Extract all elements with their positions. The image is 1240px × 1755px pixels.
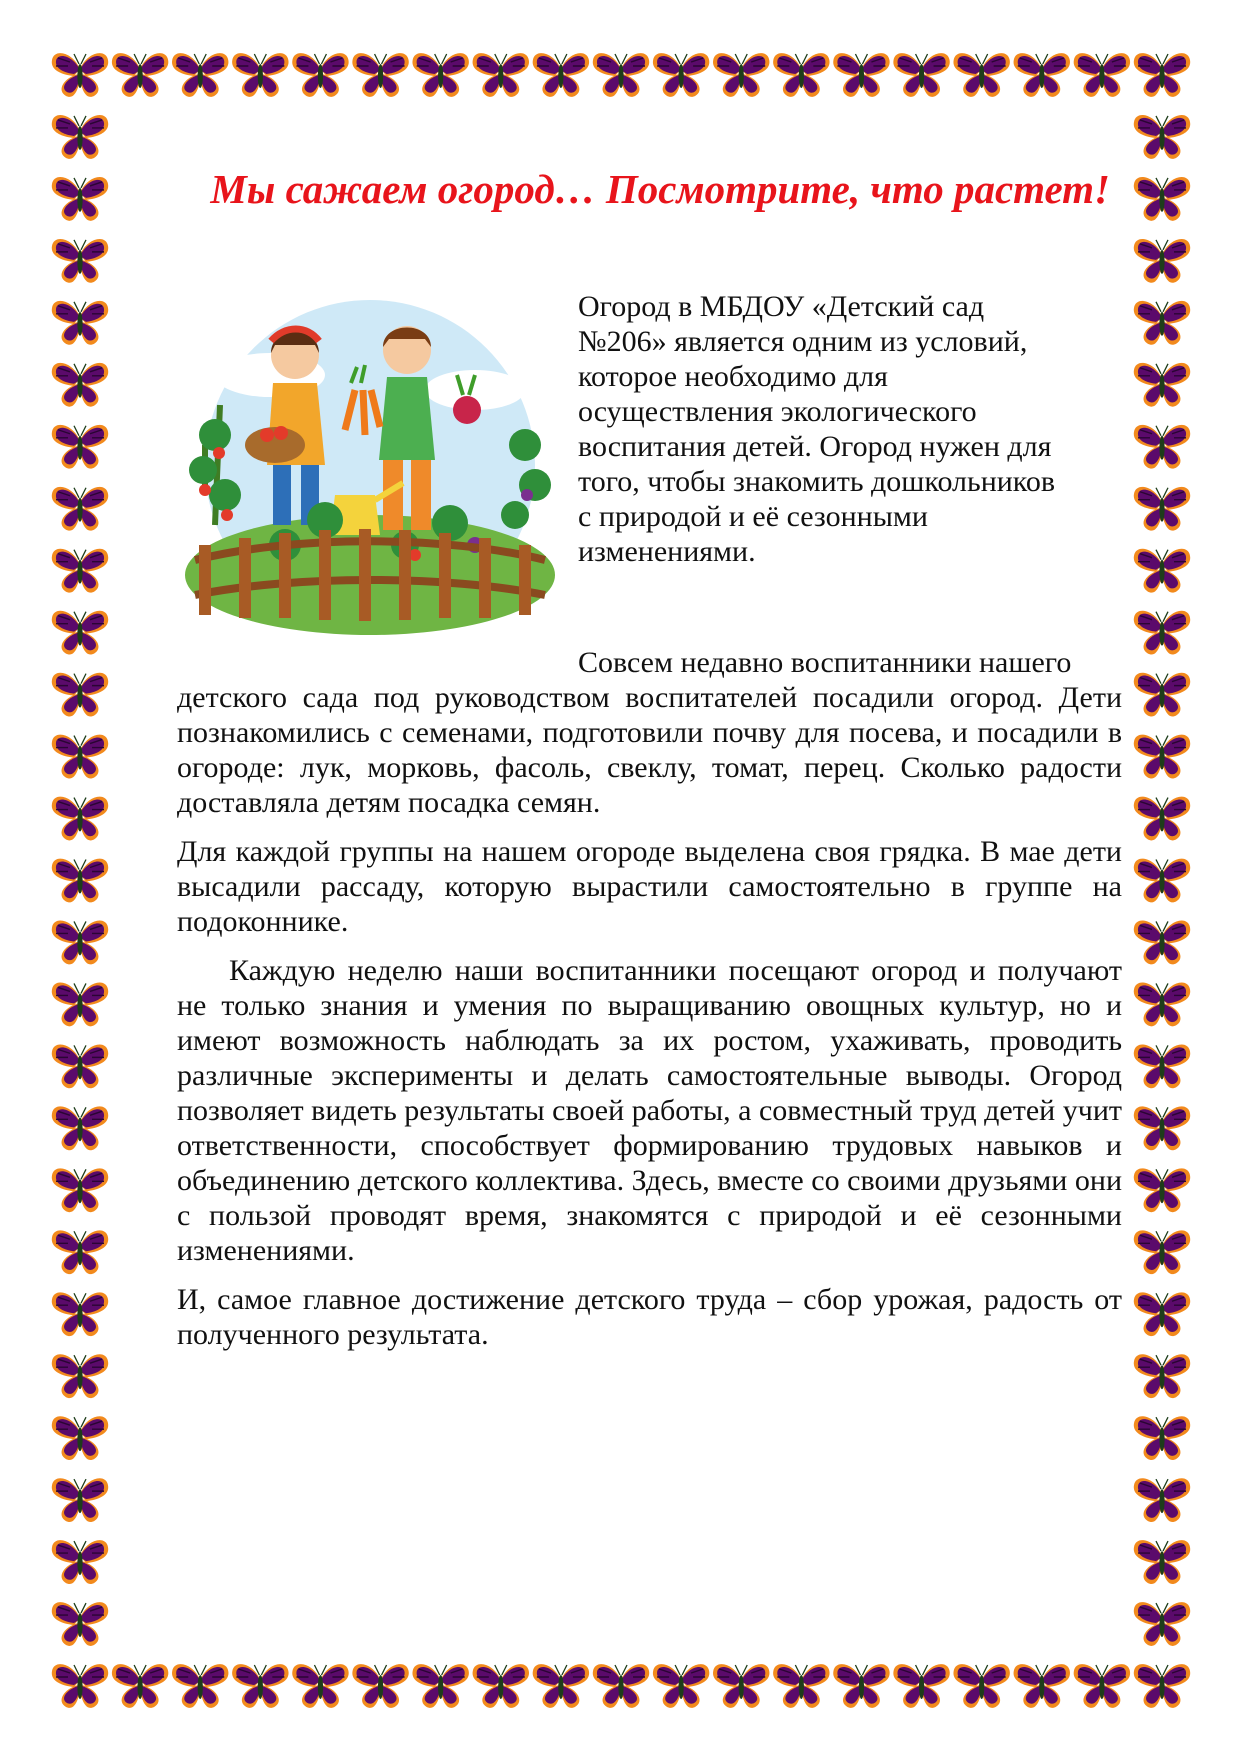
butterfly-icon bbox=[352, 1664, 408, 1708]
butterfly-icon bbox=[52, 1478, 108, 1522]
butterfly-icon bbox=[1134, 1168, 1190, 1212]
intro-paragraph bbox=[578, 289, 1118, 569]
butterfly-icon bbox=[1134, 177, 1190, 221]
children-garden-illustration bbox=[175, 295, 565, 655]
paragraph-planting-text: детского сада под руководством воспитателей посадили огород. Дети познакомились с семенами, подготовили почву для посева, и посадили в огороде: лук, морковь, фасоль, свеклу, томат, перец. Сколько радости доставляла детям посадка семян. bbox=[177, 681, 1122, 819]
intro-line: воспитания детей. Огород нужен для bbox=[578, 430, 1052, 463]
butterfly-icon bbox=[52, 1354, 108, 1398]
butterfly-icon bbox=[1134, 425, 1190, 469]
article-body bbox=[177, 645, 1122, 1352]
butterfly-icon bbox=[533, 53, 589, 97]
butterfly-icon bbox=[1134, 239, 1190, 283]
butterfly-icon bbox=[52, 239, 108, 283]
butterfly-icon bbox=[593, 1664, 649, 1708]
butterfly-icon bbox=[1134, 301, 1190, 345]
butterfly-icon bbox=[1134, 1416, 1190, 1460]
butterfly-icon bbox=[52, 487, 108, 531]
butterfly-icon bbox=[893, 53, 949, 97]
butterfly-icon bbox=[593, 53, 649, 97]
intro-line: Огород в МБДОУ «Детский сад bbox=[578, 290, 985, 323]
paragraph-harvest: И, самое главное достижение детского труда – сбор урожая, радость от полученного результата. bbox=[177, 1283, 1122, 1351]
butterfly-icon bbox=[1134, 859, 1190, 903]
butterfly-icon bbox=[953, 53, 1009, 97]
butterfly-icon bbox=[172, 1664, 228, 1708]
butterfly-icon bbox=[52, 1664, 108, 1708]
butterfly-icon bbox=[52, 1106, 108, 1150]
butterfly-icon bbox=[412, 1664, 468, 1708]
paragraph-weekly-visits: Каждую неделю наши воспитанники посещают огород и получают не только знания и умения по выращиванию овощных культур, но и имеют возможность наблюдать за их ростом, ухаживать, проводить различные эксперименты и делать самостоятельные выводы. Огород позволяет видеть результаты своей работы, а совместный труд детей учит ответственности, способствует формированию трудовых навыков и объединению детского коллектива. Здесь, вместе со своими друзьями они с пользой проводят время, знакомятся с природой и её сезонными изменениями. bbox=[177, 954, 1122, 1267]
butterfly-icon bbox=[1014, 1664, 1070, 1708]
butterfly-icon bbox=[1134, 1044, 1190, 1088]
butterfly-icon bbox=[52, 673, 108, 717]
butterfly-icon bbox=[1074, 53, 1130, 97]
butterfly-icon bbox=[52, 859, 108, 903]
butterfly-icon bbox=[52, 1540, 108, 1584]
butterfly-icon bbox=[713, 53, 769, 97]
butterfly-icon bbox=[1134, 549, 1190, 593]
butterfly-icon bbox=[52, 1230, 108, 1274]
paragraph-planting-first-line: Совсем недавно воспитанники нашего bbox=[578, 646, 1072, 679]
butterfly-icon bbox=[52, 115, 108, 159]
butterfly-icon bbox=[1134, 53, 1190, 97]
butterfly-icon bbox=[1134, 1354, 1190, 1398]
butterfly-icon bbox=[52, 425, 108, 469]
butterfly-icon bbox=[773, 53, 829, 97]
butterfly-icon bbox=[1134, 921, 1190, 965]
butterfly-icon bbox=[1134, 115, 1190, 159]
intro-line: изменениями. bbox=[578, 535, 756, 568]
butterfly-icon bbox=[112, 53, 168, 97]
butterfly-icon bbox=[1074, 1664, 1130, 1708]
paragraph-beds: Для каждой группы на нашем огороде выделена своя грядка. В мае дети высадили рассаду, которую вырастили самостоятельно в группе на подоконнике. bbox=[177, 835, 1122, 938]
intro-line: с природой и её сезонными bbox=[578, 500, 928, 533]
butterfly-icon bbox=[833, 53, 889, 97]
intro-line: которое необходимо для bbox=[578, 360, 888, 393]
butterfly-icon bbox=[52, 1168, 108, 1212]
butterfly-icon bbox=[52, 611, 108, 655]
butterfly-icon bbox=[1134, 363, 1190, 407]
butterfly-icon bbox=[52, 1044, 108, 1088]
butterfly-icon bbox=[1134, 1106, 1190, 1150]
butterfly-icon bbox=[893, 1664, 949, 1708]
intro-line: №206» является одним из условий, bbox=[578, 325, 1028, 358]
butterfly-icon bbox=[52, 735, 108, 779]
butterfly-icon bbox=[1134, 1478, 1190, 1522]
butterfly-icon bbox=[52, 1292, 108, 1336]
butterfly-icon bbox=[52, 921, 108, 965]
butterfly-icon bbox=[653, 1664, 709, 1708]
butterfly-icon bbox=[773, 1664, 829, 1708]
butterfly-icon bbox=[52, 983, 108, 1027]
butterfly-icon bbox=[1134, 797, 1190, 841]
butterfly-icon bbox=[833, 1664, 889, 1708]
butterfly-icon bbox=[52, 53, 108, 97]
butterfly-icon bbox=[1134, 1292, 1190, 1336]
butterfly-icon bbox=[412, 53, 468, 97]
butterfly-icon bbox=[52, 1416, 108, 1460]
butterfly-icon bbox=[953, 1664, 1009, 1708]
butterfly-icon bbox=[52, 301, 108, 345]
butterfly-icon bbox=[1134, 487, 1190, 531]
butterfly-icon bbox=[1134, 735, 1190, 779]
butterfly-icon bbox=[1134, 673, 1190, 717]
intro-line: того, чтобы знакомить дошкольников bbox=[578, 465, 1056, 498]
butterfly-icon bbox=[1134, 1664, 1190, 1708]
intro-line: осуществления экологического bbox=[578, 395, 977, 428]
butterfly-icon bbox=[653, 53, 709, 97]
page-title: Мы сажаем огород… Посмотрите, что растет! bbox=[210, 166, 1110, 212]
butterfly-icon bbox=[292, 1664, 348, 1708]
butterfly-icon bbox=[473, 1664, 529, 1708]
butterfly-icon bbox=[352, 53, 408, 97]
butterfly-icon bbox=[112, 1664, 168, 1708]
paragraph-planting bbox=[177, 645, 1122, 820]
butterfly-icon bbox=[52, 177, 108, 221]
butterfly-icon bbox=[232, 53, 288, 97]
butterfly-icon bbox=[1134, 611, 1190, 655]
butterfly-icon bbox=[1134, 1602, 1190, 1646]
butterfly-icon bbox=[1134, 1540, 1190, 1584]
butterfly-icon bbox=[172, 53, 228, 97]
butterfly-icon bbox=[533, 1664, 589, 1708]
butterfly-icon bbox=[713, 1664, 769, 1708]
butterfly-icon bbox=[1014, 53, 1070, 97]
butterfly-icon bbox=[292, 53, 348, 97]
butterfly-icon bbox=[1134, 1230, 1190, 1274]
butterfly-icon bbox=[52, 549, 108, 593]
butterfly-icon bbox=[52, 363, 108, 407]
butterfly-icon bbox=[473, 53, 529, 97]
butterfly-icon bbox=[52, 1602, 108, 1646]
butterfly-icon bbox=[52, 797, 108, 841]
butterfly-icon bbox=[1134, 983, 1190, 1027]
butterfly-icon bbox=[232, 1664, 288, 1708]
